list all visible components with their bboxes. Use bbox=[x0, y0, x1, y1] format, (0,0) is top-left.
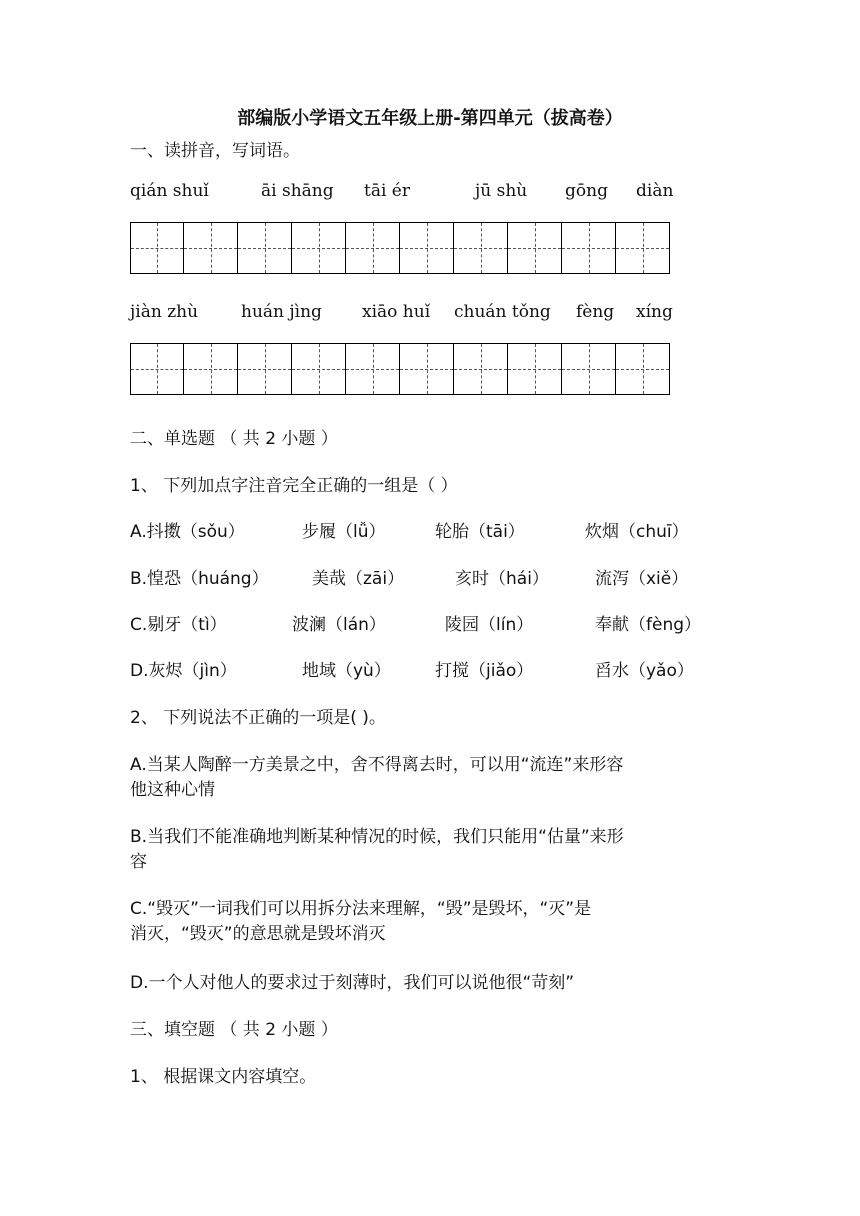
q1-option-a-1[interactable]: A.抖擞（sǒu） bbox=[130, 522, 245, 542]
q1-option-b-2: 美哉（zāi） bbox=[312, 569, 405, 589]
writing-cell[interactable] bbox=[454, 222, 508, 274]
writing-cell[interactable] bbox=[508, 343, 562, 395]
writing-cell[interactable] bbox=[184, 343, 238, 395]
q1-option-c-1[interactable]: C.剔牙（tì） bbox=[130, 615, 227, 635]
writing-cell[interactable] bbox=[130, 222, 184, 274]
pinyin-4: jū shù bbox=[475, 181, 528, 201]
q2-option-a-line-2: 他这种心情 bbox=[130, 780, 215, 800]
writing-cell[interactable] bbox=[238, 222, 292, 274]
q1-option-c-3: 陵园（lín） bbox=[445, 615, 534, 635]
q1-option-b-1[interactable]: B.惶恐（huáng） bbox=[130, 569, 269, 589]
q1-option-d-1[interactable]: D.灰烬（jìn） bbox=[130, 661, 237, 681]
pinyin-7: jiàn zhù bbox=[130, 302, 199, 322]
question-2-stem: 2、 下列说法不正确的一项是( )。 bbox=[130, 708, 386, 728]
writing-cell[interactable] bbox=[562, 222, 616, 274]
writing-cell[interactable] bbox=[400, 343, 454, 395]
document-title: 部编版小学语文五年级上册-第四单元（拔高卷） bbox=[237, 108, 623, 129]
q1-option-d-3: 打搅（jiǎo） bbox=[435, 661, 534, 681]
q2-option-d[interactable]: D.一个人对他人的要求过于刻薄时，我们可以说他很“苛刻” bbox=[130, 973, 575, 993]
writing-cell[interactable] bbox=[184, 222, 238, 274]
q1-option-d-2: 地域（yù） bbox=[302, 661, 391, 681]
writing-cell[interactable] bbox=[562, 343, 616, 395]
q2-option-b-line-1[interactable]: B.当我们不能准确地判断某种情况的时候，我们只能用“估量”来形 bbox=[130, 827, 624, 847]
q1-option-b-3: 亥时（hái） bbox=[455, 569, 549, 589]
pinyin-5: gōng bbox=[565, 181, 608, 201]
writing-cell[interactable] bbox=[346, 222, 400, 274]
pinyin-1: qián shuǐ bbox=[130, 181, 209, 201]
q2-option-c-line-2: 消灭，“毁灭”的意思就是毁坏消灭 bbox=[130, 924, 386, 944]
section3-heading: 三、填空题 （ 共 2 小题 ） bbox=[130, 1020, 338, 1040]
writing-cell[interactable] bbox=[238, 343, 292, 395]
q1-option-a-4: 炊烟（chuī） bbox=[585, 522, 689, 542]
pinyin-6: diàn bbox=[636, 181, 674, 201]
section2-heading: 二、单选题 （ 共 2 小题 ） bbox=[130, 429, 338, 449]
question-1-stem: 1、 下列加点字注音完全正确的一组是（ ） bbox=[130, 476, 458, 496]
pinyin-11: fèng bbox=[576, 302, 615, 322]
section1-heading: 一、读拼音，写词语。 bbox=[130, 141, 300, 161]
writing-cell[interactable] bbox=[454, 343, 508, 395]
q1-option-c-2: 波澜（lán） bbox=[292, 615, 386, 635]
writing-grid-row-1[interactable] bbox=[130, 222, 670, 275]
q2-option-c-line-1[interactable]: C.“毁灭”一词我们可以用拆分法来理解，“毁”是毁坏，“灭”是 bbox=[130, 899, 592, 919]
pinyin-2: āi shāng bbox=[261, 181, 334, 201]
q1-option-a-3: 轮胎（tāi） bbox=[435, 522, 525, 542]
q2-option-a-line-1[interactable]: A.当某人陶醉一方美景之中，舍不得离去时，可以用“流连”来形容 bbox=[130, 755, 624, 775]
writing-cell[interactable] bbox=[292, 222, 346, 274]
pinyin-3: tāi ér bbox=[364, 181, 410, 201]
pinyin-12: xíng bbox=[636, 302, 673, 322]
q1-option-a-2: 步履（lǚ） bbox=[302, 522, 386, 542]
writing-cell[interactable] bbox=[400, 222, 454, 274]
writing-cell[interactable] bbox=[616, 222, 670, 274]
section3-question-1-stem: 1、 根据课文内容填空。 bbox=[130, 1067, 317, 1087]
writing-cell[interactable] bbox=[346, 343, 400, 395]
writing-cell[interactable] bbox=[130, 343, 184, 395]
pinyin-8: huán jìng bbox=[241, 302, 322, 322]
writing-grid-row-2[interactable] bbox=[130, 343, 670, 396]
q1-option-c-4: 奉献（fèng） bbox=[595, 615, 702, 635]
writing-cell[interactable] bbox=[508, 222, 562, 274]
q1-option-b-4: 流泻（xiě） bbox=[595, 569, 689, 589]
pinyin-9: xiāo huǐ bbox=[362, 302, 431, 322]
pinyin-10: chuán tǒng bbox=[454, 302, 551, 322]
q1-option-d-4: 舀水（yǎo） bbox=[595, 661, 694, 681]
writing-cell[interactable] bbox=[292, 343, 346, 395]
q2-option-b-line-2: 容 bbox=[130, 852, 147, 872]
writing-cell[interactable] bbox=[616, 343, 670, 395]
